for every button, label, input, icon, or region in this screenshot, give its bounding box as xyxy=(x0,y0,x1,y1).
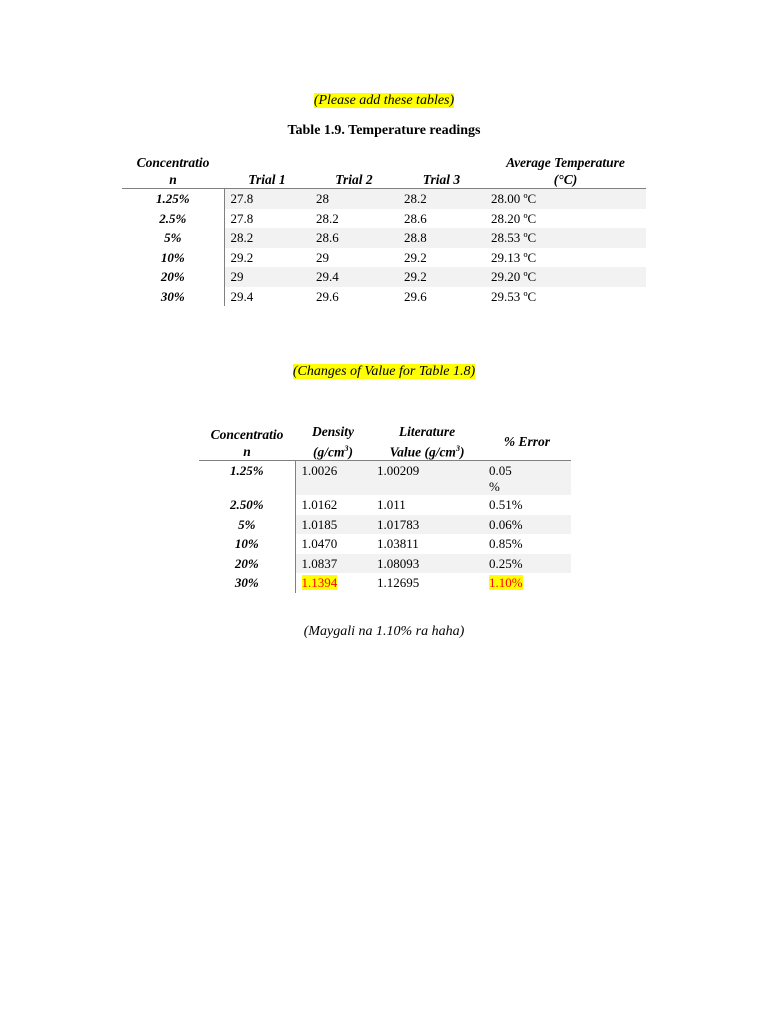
highlighted-density-value: 1.1394 xyxy=(301,575,338,590)
cell-literature-value: 1.00209 xyxy=(371,461,483,496)
highlighted-note-text: (Please add these tables) xyxy=(313,93,455,108)
cell-literature-value: 1.12695 xyxy=(377,575,420,590)
cell-trial-1: 29 xyxy=(224,267,310,287)
table-row xyxy=(122,209,646,229)
row-header-concentration: 30% xyxy=(199,573,295,593)
cell-trial-1: 29.4 xyxy=(230,288,254,304)
col-header-density: Density $(g/cm^3)$ xyxy=(312,423,354,459)
cell-density: 1.0837 xyxy=(295,554,371,574)
col-header-concentration: Concentratio n xyxy=(136,155,210,187)
row-header-concentration: 1.25% xyxy=(122,189,224,209)
col-header-literature-value: Literature Value $(g/cm^3)$ xyxy=(389,423,465,459)
cell-trial-2: 28 xyxy=(310,189,398,209)
temperature-readings-table xyxy=(122,152,646,306)
highlighted-note-text: (Changes of Value for Table 1.8) xyxy=(292,364,476,379)
table-row xyxy=(199,515,571,535)
table-1-9-title: Table 1.9. Temperature readings xyxy=(287,123,481,138)
cell-trial-2: 29 xyxy=(316,249,329,265)
row-header-concentration: 1.25% xyxy=(199,461,295,496)
cell-literature-value: 1.01783 xyxy=(371,515,483,535)
table-row xyxy=(199,461,571,496)
cell-literature-value: 1.011 xyxy=(377,497,406,512)
cell-trial-1: 27.8 xyxy=(224,189,310,209)
cell-trial-2: 29.6 xyxy=(316,288,339,304)
cell-literature-value: 1.08093 xyxy=(371,554,483,574)
row-header-concentration: 10% xyxy=(199,534,295,554)
cell-trial-1: 29.2 xyxy=(230,249,254,265)
cell-density-highlighted xyxy=(295,573,371,593)
col-header-percent-error: % Error xyxy=(503,433,551,449)
row-header-concentration: 30% xyxy=(122,287,224,307)
row-header-concentration: 10% xyxy=(122,248,224,268)
table-row xyxy=(122,248,646,268)
table-row xyxy=(122,287,646,307)
table-row xyxy=(122,228,646,248)
cell-average: 28.53 ºC xyxy=(485,228,646,248)
col-header-trial-3: Trial 3 xyxy=(422,172,461,187)
row-header-concentration: 5% xyxy=(122,228,224,248)
highlighted-error-value: 1.10% xyxy=(489,575,523,590)
table-row xyxy=(199,534,571,554)
cell-percent-error: 0.85% xyxy=(489,536,523,551)
row-header-concentration: 5% xyxy=(199,515,295,535)
cell-average: 29.20 ºC xyxy=(485,267,646,287)
cell-trial-3: 29.2 xyxy=(404,249,427,265)
density-error-table xyxy=(199,422,571,593)
cell-trial-3: 28.8 xyxy=(398,228,485,248)
row-header-concentration: 2.5% xyxy=(122,209,224,229)
cell-average: 28.00 ºC xyxy=(485,189,646,209)
cell-average: 29.13 ºC xyxy=(491,249,537,265)
row-header-concentration: 2.50% xyxy=(199,495,295,515)
cell-trial-3: 28.6 xyxy=(404,210,427,226)
cell-percent-error: 0.06% xyxy=(483,515,571,535)
table-row xyxy=(122,267,646,287)
col-header-concentration: Concentratio n xyxy=(210,427,284,459)
cell-average: 28.20 ºC xyxy=(491,210,537,226)
cell-percent-error: 0.05 % xyxy=(483,461,571,496)
note-please-add-tables xyxy=(0,93,768,109)
cell-density: 1.0470 xyxy=(301,536,338,551)
cell-percent-error: 0.25% xyxy=(483,554,571,574)
cell-trial-3: 29.2 xyxy=(398,267,485,287)
table-row xyxy=(199,554,571,574)
cell-trial-2: 29.4 xyxy=(310,267,398,287)
cell-trial-2: 28.6 xyxy=(310,228,398,248)
cell-literature-value: 1.03811 xyxy=(377,536,419,551)
table-row xyxy=(199,573,571,593)
cell-trial-3: 28.2 xyxy=(398,189,485,209)
cell-trial-1: 27.8 xyxy=(230,210,254,226)
cell-average: 29.53 ºC xyxy=(491,288,537,304)
table-row xyxy=(122,189,646,209)
col-header-average-temperature: Average Temperature (°C) xyxy=(506,155,625,187)
table-header-row xyxy=(122,152,646,189)
cell-trial-3: 29.6 xyxy=(404,288,427,304)
cell-percent-error: 0.51% xyxy=(489,497,523,512)
row-header-concentration: 20% xyxy=(199,554,295,574)
cell-percent-error-highlighted xyxy=(483,573,571,593)
col-header-trial-1: Trial 1 xyxy=(248,172,286,187)
cell-trial-1: 28.2 xyxy=(224,228,310,248)
cell-trial-2: 28.2 xyxy=(316,210,339,226)
note-comment: (Maygali na 1.10% ra haha) xyxy=(303,624,465,639)
cell-density: 1.0162 xyxy=(301,497,338,512)
cell-density: 1.0185 xyxy=(295,515,371,535)
table-header-row xyxy=(199,422,571,461)
note-changes-of-value xyxy=(0,364,768,380)
row-header-concentration: 20% xyxy=(122,267,224,287)
cell-density: 1.0026 xyxy=(295,461,371,496)
col-header-trial-2: Trial 2 xyxy=(335,172,373,187)
table-row xyxy=(199,495,571,515)
